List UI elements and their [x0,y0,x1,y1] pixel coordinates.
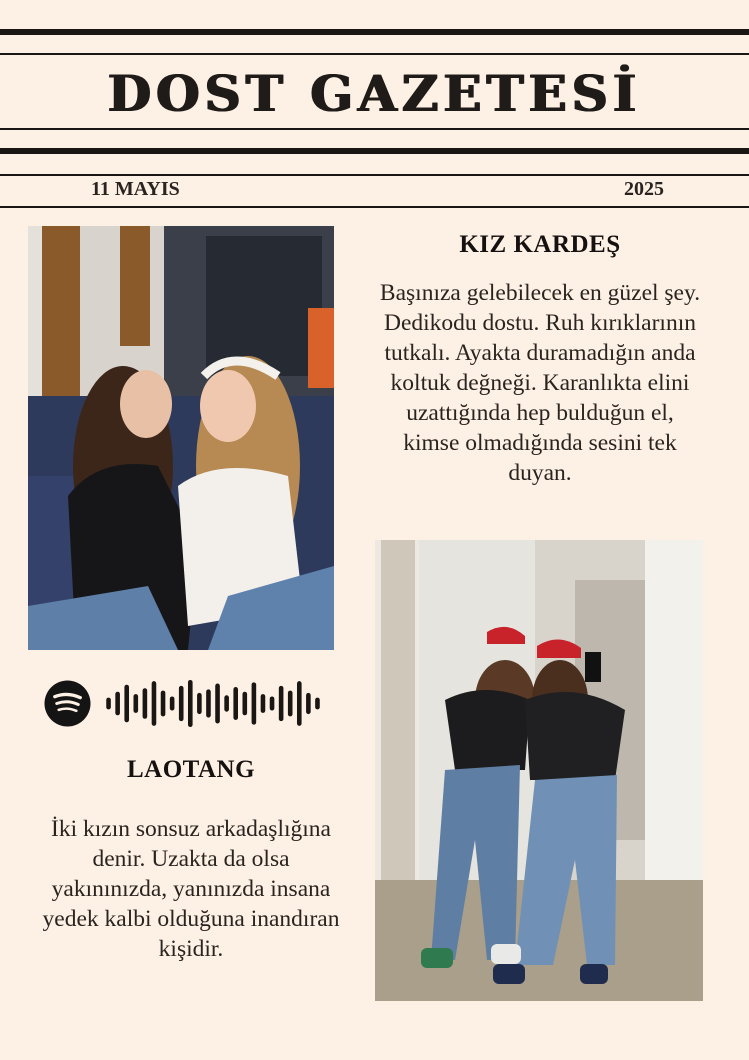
spotify-code-bar [242,692,247,716]
spotify-code-bar [270,696,275,710]
spotify-code-bar [215,684,220,724]
masthead-rule-thick [0,148,749,154]
spotify-code-bar [306,693,311,714]
issue-date: 11 MAYIS [91,178,180,200]
spotify-code-bar [279,686,284,721]
spotify-code-bar [133,694,138,713]
top-rule-thin [0,53,749,55]
spotify-code-bar [252,682,257,724]
spotify-code-bar [206,689,211,717]
dateline-rule-top [0,174,749,176]
spotify-code-bar [197,693,202,714]
spotify-code-bar [188,680,193,727]
spotify-code-bar [124,685,129,723]
article-one-body: Başınıza gelebilecek en güzel şey. Dedikodu dostu. Ruh kırıklarının tutkalı. Ayakta duramadığın anda koltuk değneği. Karanlıkta elini uzattığında hep bulduğun el, kimse olmadığında sesini tek duyan. [379,280,701,486]
spotify-code-bar [170,696,175,710]
photo-two-girls-sofa [28,226,334,650]
spotify-code-bar [106,698,111,710]
spotify-code-bar [315,698,320,710]
spotify-code-bar [261,694,266,713]
spotify-code-bars [104,680,322,727]
spotify-code-bar [161,691,166,717]
spotify-icon[interactable] [44,680,91,727]
spotify-code-bar [143,688,148,719]
spotify-code-bar [233,687,238,720]
top-rule-thick [0,29,749,35]
photo-mirror-selfie [375,540,703,1001]
dateline-rule-bottom [0,206,749,208]
spotify-code-bar [179,686,184,721]
spotify-code-bar [152,681,157,726]
spotify-code-bar [224,695,229,711]
article-two-body: İki kızın sonsuz arkadaşlığına denir. Uzakta da olsa yakınınızda, yanınızda insana yedek kalbi olduğuna inandıran kişidir. [42,816,340,962]
masthead [0,58,749,128]
masthead-rule-thin [0,128,749,130]
issue-year: 2025 [624,178,664,200]
article-two-heading: LAOTANG [126,756,256,783]
spotify-code-bar [115,692,120,716]
spotify-code-bar [297,681,302,726]
article-one-heading: KIZ KARDEŞ [459,231,621,258]
spotify-code-bar [288,691,293,717]
newspaper-title: DOST GAZETESİ [107,63,642,123]
